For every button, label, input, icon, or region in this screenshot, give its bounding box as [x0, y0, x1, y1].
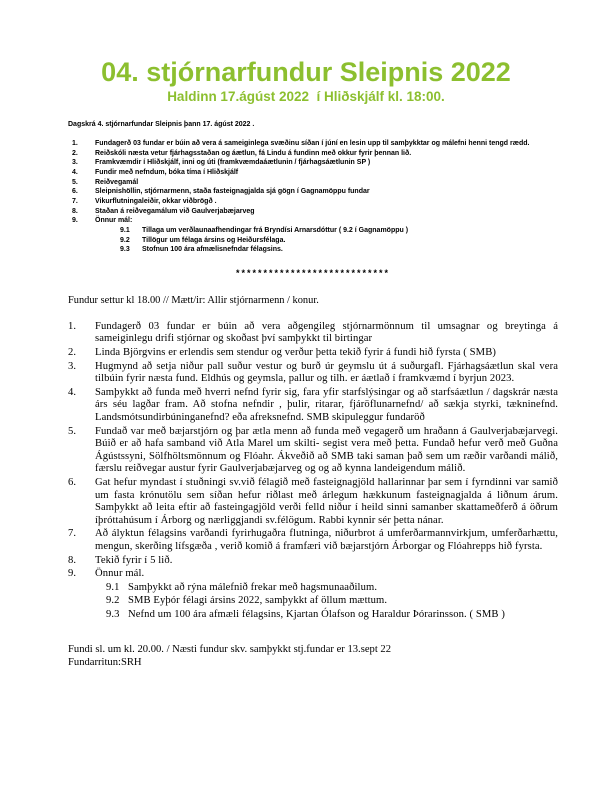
minutes-item-text: Hugmynd að setja niður pall suður vestur og burð úr geymslu út á suðurgafl. Fjárhagsáætlun skal vera tilbúin fyrir næsta fund. Eldhús og geymsla, pallur og tilh. er áætlað í framkvæmd í byrjun 2023.	[95, 360, 558, 385]
minutes-subitem-text: SMB Eyþór félagi ársins 2022, samþykkt af öllum mættum.	[128, 595, 388, 607]
agenda-item-text: Vikurflutningaleiðir, okkar viðbrögð .	[95, 197, 217, 205]
agenda-item-text: Sleipnishöllin, stjórnarmenn, staða fasteignagjalda sjá gögn í Gagnamöppu fundar	[95, 188, 370, 196]
minutes-subitem-text: Samþykkt að rýna málefnið frekar með hagsmunaaðilum.	[128, 581, 378, 593]
agenda-item-text: Framkvæmdir í Hliðskjálf, inni og úti (framkvæmdaáætlunin / fjárhagsáætlunin SP )	[95, 159, 371, 167]
minutes-item	[68, 528, 558, 553]
minutes-item-text: Önnur mál.	[95, 568, 145, 580]
minutes-item	[68, 321, 558, 346]
minutes-item-number: 3.	[68, 360, 77, 372]
agenda-subitem-number: 9.3	[120, 246, 130, 254]
page-title: 04. stjórnarfundur Sleipnis 2022	[101, 57, 511, 87]
agenda-item-text: Fundagerð 03 fundar er búin að vera á sameiginlega svæðinu síðan í júní en lesin upp til samþykktar og málefni henni tengd rædd.	[95, 140, 530, 147]
agenda-subitem-number: 9.1	[120, 226, 130, 234]
minutes-item	[68, 477, 558, 527]
minutes-item-number: 8.	[68, 554, 77, 566]
agenda-item-number: 2.	[72, 149, 78, 157]
agenda-item	[72, 207, 558, 217]
minutes-item-text: Fundagerð 03 fundar er búin að vera aðgengileg stjórnarmönnum til umsagnar og breytinga á sameiginlegu drifi stjórnar og skoðast því samþykkt til birtingar	[95, 320, 558, 345]
agenda-item-number: 5.	[72, 178, 78, 186]
agenda-item	[72, 216, 558, 226]
agenda-item	[72, 158, 558, 168]
minutes-item	[68, 568, 558, 581]
agenda-item-number: 9.	[72, 217, 78, 225]
minutes-item-number: 7.	[68, 528, 77, 540]
minutes-subitem	[106, 582, 558, 595]
agenda-item-text: Reiðvegamál	[95, 178, 139, 186]
minutes-subitem-number: 9.3	[106, 608, 120, 620]
minutes-item	[68, 387, 558, 425]
agenda-item	[72, 168, 558, 178]
agenda-item	[72, 139, 558, 149]
minutes-subitem-text: Nefnd um 100 ára afmæli félagsins, Kjartan Ólafson og Haraldur Þórarinsson. ( SMB )	[128, 608, 505, 620]
closing-line: Fundi sl. um kl. 20.00. / Næsti fundur skv. samþykkt stj.fundar er 13.sept 22	[68, 643, 392, 655]
minutes-subitem	[106, 609, 558, 622]
minutes-item-text: Samþykkt að funda með hverri nefnd fyrir sig, fara yfir starfslýsingar og að starfsáætlun / dagskrár næsta árs séu lagðar fram. Að stofna nefndir , þulir, ritarar, fjáröflunarnefnd/ að sækja styrki, tækninefnd. Landsmótsundirbúninganefnd? eða afreksnefnd. SMB skipuleggur fundaröð	[95, 386, 558, 424]
agenda-item-number: 4.	[72, 168, 78, 176]
agenda-subitem	[120, 236, 558, 246]
agenda-item-text: Önnur mál:	[95, 217, 133, 225]
agenda-subitem-text: Tillögur um félaga ársins og Heiðursfélaga.	[142, 236, 286, 244]
agenda-item-number: 8.	[72, 207, 78, 215]
agenda-item-text: Staðan á reiðvegamálum við Gaulverjabæjarveg	[95, 207, 255, 215]
agenda-item-number: 1.	[72, 140, 78, 147]
footer-section	[68, 643, 558, 669]
agenda-heading: Dagskrá 4. stjórnarfundar Sleipnis þann 17. ágúst 2022 .	[68, 121, 255, 129]
minutes-item-text: Fundað var með bæjarstjórn og þar ætla menn að funda með vegagerð um hraðann á Gaulverjabæjarvegi. Búið er að hafa samband við Atla Marel um skilti- segist vera með þetta. Fundað hefur verð með Guðna Ágústssyni, Sölfhöltsmönnum og Flóahr. Ákveðið að SMB taki saman það sem um ræðir varðandi málið, færslu reiðvegar austur fyrir Gaulverjabæjarveg og og að kynna landeigendum málið.	[95, 425, 558, 475]
minutes-subitem-number: 9.2	[106, 595, 120, 607]
minutes-subitem-number: 9.1	[106, 581, 120, 593]
agenda-item	[72, 187, 558, 197]
recorder-line: Fundarritun:SRH	[68, 656, 142, 668]
agenda-item-text: Reiðskóli næsta vetur fjárhagsstaðan og áætlun, fá Lindu á fundinn með okkur fyrir þennan lið.	[95, 149, 412, 157]
agenda-subitem-number: 9.2	[120, 236, 130, 244]
minutes-item-text: Að ályktun félagsins varðandi fyrirhugaðra flutninga, niðurbrot á umferðarmannvirkjum, umferðarhættu, mengun, skerðing lífsgæða , verið komið á framfæri við bæjarstjórn Árborgar og Flóahrepps hið fyrsta.	[95, 528, 558, 552]
agenda-item	[72, 197, 558, 207]
asterisk-divider: ****************************	[235, 267, 391, 278]
agenda-item-number: 7.	[72, 197, 78, 205]
agenda-item-number: 3.	[72, 159, 78, 167]
agenda-section	[68, 120, 558, 255]
minutes-item	[68, 361, 558, 386]
minutes-item-number: 1.	[68, 320, 77, 332]
agenda-subitem	[120, 245, 558, 255]
opening-line: Fundur settur kl 18.00 // Mætt/ir: Allir stjórnarmenn / konur.	[68, 294, 319, 306]
page-subtitle: Haldinn 17.ágúst 2022 í Hliðskjálf kl. 18:00.	[167, 89, 445, 105]
agenda-item	[72, 178, 558, 188]
minutes-item-text: Linda Björgvins er erlendis sem stendur og verður þetta tekið fyrir á fundi hið fyrsta ( SMB)	[95, 347, 496, 359]
minutes-item-number: 2.	[68, 347, 77, 359]
agenda-subitem-text: Stofnun 100 ára afmælisnefndar félagsins.	[142, 246, 283, 254]
agenda-item	[72, 149, 558, 159]
minutes-item-text: Tekið fyrir í 5 lið.	[95, 554, 173, 566]
minutes-item-number: 9.	[68, 568, 77, 580]
minutes-item	[68, 555, 558, 568]
minutes-section	[68, 321, 558, 622]
minutes-item-number: 4.	[68, 386, 77, 398]
agenda-subitem	[120, 226, 558, 236]
minutes-item	[68, 347, 558, 360]
minutes-subitem	[106, 595, 558, 608]
minutes-item	[68, 426, 558, 476]
agenda-item-text: Fundir með nefndum, bóka tíma í Hliðskjálf	[95, 168, 239, 176]
agenda-item-number: 6.	[72, 188, 78, 196]
minutes-item-number: 6.	[68, 477, 77, 488]
minutes-item-text: Gat hefur myndast í stuðningi sv.við félagið með fasteignagjöld hallarinnar þar sem í fyrndinni var samið um fasta krónutölu sem síðan hefur riðlast með árlegum hækkunum fasteignagjalda á liðnum árum. Samþykkt að leita eftir að fasteingagjöld verði felld niður í heild sinni samanber skattameðferð á öðrum íþróttahúsum í Árborg og nærliggjandi sv.félögum. Rabbi kynnir sér þetta nánar.	[95, 477, 558, 526]
minutes-item-number: 5.	[68, 425, 77, 437]
agenda-subitem-text: Tillaga um verðlaunaafhendingar frá Bryndísi Arnarsdóttur ( 9.2 í Gagnamöppu )	[142, 226, 409, 234]
